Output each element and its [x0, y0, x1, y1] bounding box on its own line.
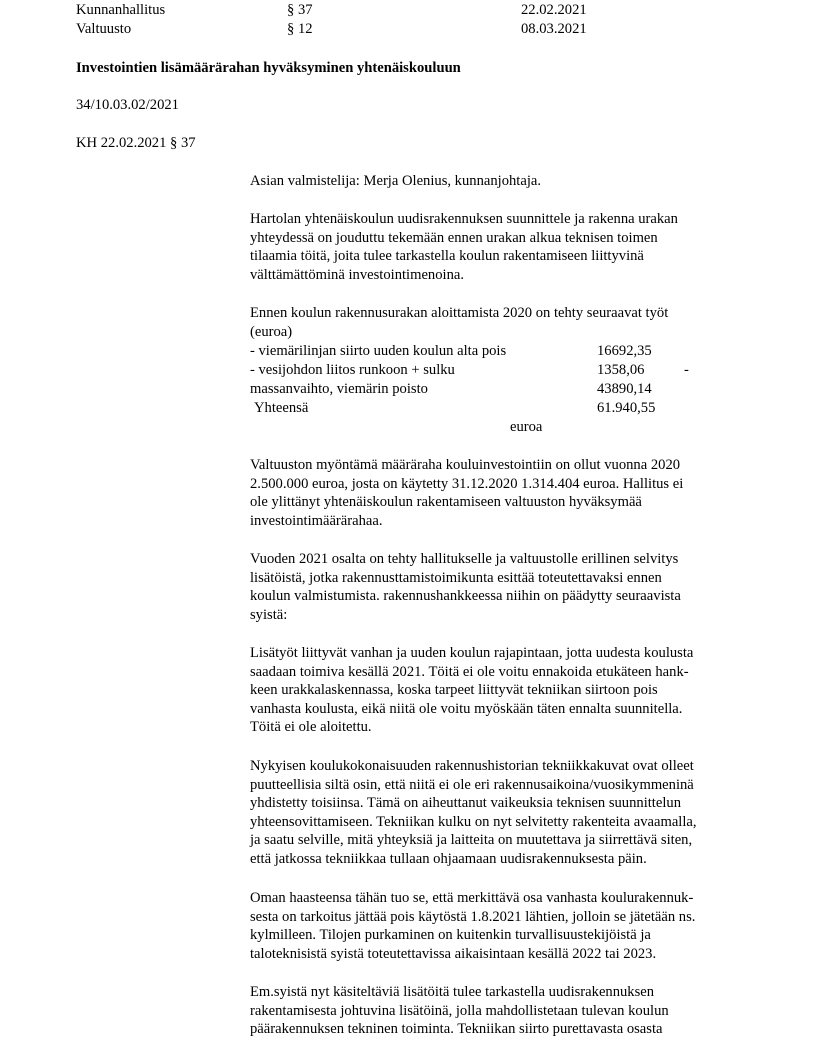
cost-total-amount: 61.940,55	[597, 400, 656, 416]
paragraph-line: yhteensovittamiseen. Tekniikan kulku on nyt selvitetty rakenteita avaamalla,	[250, 813, 697, 830]
header-body-name: Valtuusto	[76, 21, 132, 37]
cost-amount: 16692,35	[597, 343, 652, 359]
document-title: Investointien lisämäärärahan hyväksyminen yhtenäiskouluun	[76, 60, 461, 76]
cost-mark: -	[684, 362, 689, 378]
paragraph-line: yhteydessä on jouduttu tekemään ennen urakan alkua teknisen toimen	[250, 229, 658, 246]
reference-number: 34/10.03.02/2021	[76, 97, 179, 113]
preparer-text: Asian valmistelija: Merja Olenius, kunnanjohtaja.	[250, 173, 541, 189]
cost-amount: 43890,14	[597, 381, 652, 397]
cost-item: - viemärilinjan siirto uuden koulun alta pois	[250, 343, 507, 359]
header-section: § 37	[287, 2, 313, 18]
paragraph-line: saadaan toimiva kesällä 2021. Töitä ei ole voitu ennakoida etukäteen hank-	[250, 663, 689, 680]
header-date: 08.03.2021	[521, 21, 587, 37]
paragraph-line: päärakennuksen tekninen toiminta. Tekniikan siirto purettavasta osasta	[250, 1021, 663, 1038]
paragraph-line: ja saatu selville, mitä yhteyksiä ja laitteita on muutettava ja siirrettävä siten,	[250, 832, 693, 849]
paragraph-line: Hartolan yhtenäiskoulun uudisrakennuksen suunnittele ja rakenna urakan	[250, 211, 678, 227]
paragraph-6	[250, 889, 750, 963]
kh-reference: KH 22.02.2021 § 37	[76, 135, 196, 151]
header-body-name: Kunnanhallitus	[76, 2, 166, 18]
paragraph-line: Valtuuston myöntämä määräraha kouluinvestointiin on ollut vuonna 2020	[250, 457, 681, 473]
paragraph-line: tilaamia töitä, joita tulee tarkastella koulun rakentamiseen liittyvinä	[250, 248, 644, 265]
paragraph-line: ole ylittänyt yhtenäiskoulun rakentamiseen valtuuston hyväksymää	[250, 494, 642, 511]
costs-list	[250, 342, 750, 437]
cost-unit: euroa	[510, 419, 543, 435]
paragraph-line: Töitä ei ole aloitettu.	[250, 719, 372, 736]
paragraph-line: vanhasta koulusta, eikä niitä ole voitu myöskään täten ennalta suunnitella.	[250, 700, 683, 717]
paragraph-line: Oman haasteensa tähän tuo se, että merkittävä osa vanhasta koulurakennuk-	[250, 890, 694, 906]
paragraph-line: syistä:	[250, 606, 288, 623]
paragraph-1	[250, 210, 750, 284]
paragraph-7	[250, 983, 750, 1039]
paragraph-line: keen urakkalaskennassa, koska tarpeet liittyvät tekniikan siirtoon pois	[250, 682, 658, 699]
paragraph-line: Lisätyöt liittyvät vanhan ja uuden koulun rajapintaan, jotta uudesta koulusta	[250, 645, 694, 661]
paragraph-line: Ennen koulun rakennusurakan aloittamista 2020 on tehty seuraavat työt	[250, 305, 669, 321]
paragraph-line: investointimäärärahaa.	[250, 512, 383, 529]
paragraph-line: rakentamisesta johtuvina lisätöinä, jolla mahdollistetaan tulevan koulun	[250, 1002, 669, 1019]
paragraph-line: lisätöistä, jotka rakennusttamistoimikunta esittää toteutettavaksi ennen	[250, 569, 662, 586]
paragraph-line: 2.500.000 euroa, josta on käytetty 31.12.2020 1.314.404 euroa. Hallitus ei	[250, 475, 684, 492]
paragraph-line: Vuoden 2021 osalta on tehty hallitukselle ja valtuustolle erillinen selvitys	[250, 551, 679, 567]
paragraph-line: kylmilleen. Tilojen purkaminen on kuitenkin turvallisuustekijöistä ja	[250, 927, 651, 944]
paragraph-3	[250, 550, 750, 624]
paragraph-line: taloteknisistä syistä toteutettavissa aikaisintaan kesällä 2022 tai 2023.	[250, 945, 657, 962]
cost-total-label: Yhteensä	[254, 400, 309, 416]
paragraph-line: yhdistetty toisiinsa. Tämä on aiheuttanut vaikeuksia teknisen suunnittelun	[250, 795, 681, 812]
paragraph-5	[250, 757, 750, 869]
cost-amount: 1358,06	[597, 362, 645, 378]
paragraph-line: (euroa)	[250, 323, 293, 340]
paragraph-line: että jatkossa tekniikkaa tullaan ohjaamaan uudisrakennuksesta päin.	[250, 850, 647, 867]
paragraph-line: sesta on tarkoitus jättää pois käytöstä 1.8.2021 lähtien, jolloin se jätetään ns.	[250, 908, 696, 925]
paragraph-line: Em.syistä nyt käsiteltäviä lisätöitä tulee tarkastella uudisrakennuksen	[250, 984, 655, 1000]
header-date: 22.02.2021	[521, 2, 587, 18]
cost-item: massanvaihto, viemärin poisto	[250, 381, 428, 397]
paragraph-line: koulun valmistumista. rakennushankkeessa niihin on päädytty seuraavista	[250, 588, 681, 605]
paragraph-4	[250, 644, 750, 737]
paragraph-line: välttämättöminä investointimenoina.	[250, 266, 464, 283]
cost-item: - vesijohdon liitos runkoon + sulku	[250, 362, 455, 378]
costs-intro	[250, 304, 750, 341]
header-section: § 12	[287, 21, 313, 37]
paragraph-line: Nykyisen koulukokonaisuuden rakennushistorian tekniikkakuvat ovat olleet	[250, 758, 694, 774]
paragraph-line: puutteellisia siltä osin, että niitä ei ole eri rakennusaikoina/vuosikymmeninä	[250, 776, 694, 793]
preparer-line	[250, 172, 750, 191]
paragraph-2	[250, 456, 750, 530]
